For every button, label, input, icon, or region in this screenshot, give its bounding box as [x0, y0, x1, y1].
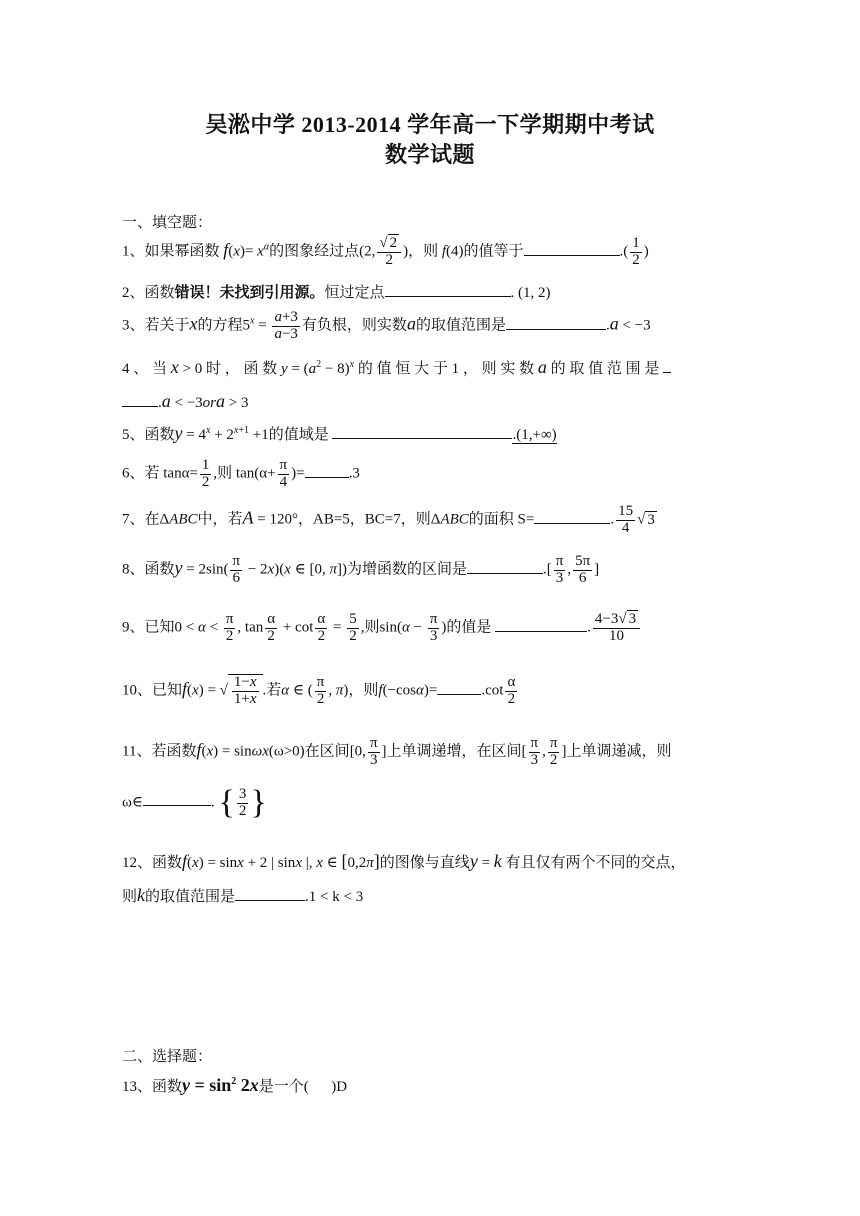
- q5-mid: 的值域是: [268, 427, 329, 443]
- q2-answer: . (1, 2): [510, 285, 551, 301]
- q12-prefix: 12、函数: [122, 855, 183, 871]
- q10-blank: [437, 680, 481, 695]
- q8-blank: [467, 559, 543, 574]
- q12-mid: 的图像与直线: [379, 855, 470, 871]
- q11-line2-prefix: ω∈: [122, 794, 143, 811]
- question-11: 11、若函数f(x) = sinωx(ω>0)在区间[0, $\frac{\pi}{3}$ ]上单调递增，在区间[ $\frac{\pi}{3}$ , $\frac{\pi}{2}$ ]上单调递减，则: [122, 735, 672, 768]
- q6-post: )=: [291, 465, 305, 482]
- question-7: 7、在ΔABC中，若A = 120°，AB=5，BC=7，则ΔABC的面积 S= . $\frac{15}{4}$ √ 3: [122, 503, 655, 536]
- q10-prefix: 10、已知: [122, 682, 183, 699]
- q3-mid: 的方程: [197, 317, 243, 334]
- question-13: 13、函数$y = \sin^2 2x$是一个( )D: [122, 1075, 348, 1095]
- q6-prefix: 6、若 tanα=: [122, 465, 198, 482]
- q8-prefix: 8、函数: [122, 561, 175, 578]
- q4-mid2: 的 值 恒 大 于 1 ， 则 实 数: [357, 361, 535, 377]
- q9-dot: .: [587, 619, 591, 636]
- question-3: 3、若关于x的方程$5^x$ = $\frac{a+3}{a-3}$ 有负根，则实数a的取值范围是 .a < −3: [122, 309, 651, 342]
- q3-mid3: 的取值范围是: [415, 317, 506, 334]
- q7-mid3: 的面积 S=: [468, 511, 535, 528]
- q11-mid: (ω>0)在区间: [268, 743, 350, 760]
- question-4: 4 、 当 x > 0 时 ， 函 数 $y = (a^2 - 8)^x$ 的 值 恒 大 于 1 ， 则 实 数 a 的 取 值 范 围 是: [122, 358, 742, 377]
- q10-eq: =: [428, 682, 438, 699]
- q6-blank: [305, 463, 349, 478]
- question-12-line2: 则k的取值范围是 .1 < k < 3: [122, 885, 364, 905]
- q6-answer: .3: [348, 465, 360, 482]
- q9-mid: 的值是: [446, 619, 492, 636]
- q9-prefix: 9、已知: [122, 619, 175, 636]
- q11-mid2: 上单调递增，在区间: [386, 743, 522, 760]
- q8-dot: .: [543, 561, 547, 578]
- q7-mid: 中，若: [197, 511, 243, 528]
- q10-dot: .: [481, 682, 486, 699]
- q5-blank: [332, 424, 512, 439]
- title-line-2: 数学试题: [384, 142, 475, 167]
- q5-answer: .(1,+∞): [512, 427, 557, 443]
- q12-answer: .1 < k < 3: [305, 889, 364, 905]
- q12-blank: [235, 886, 305, 901]
- question-1: 1、如果幂函数 $f(x)= x^\alpha$的图象经过点(2, $\frac{√ 2}{2}$ )，则 f(4)的值等于 .( $\frac{1}{2}$ ): [122, 235, 649, 268]
- q1-post: ，则: [408, 243, 439, 260]
- title-line-1: 吴淞中学 2013-2014 学年高一下学期期中考试: [205, 112, 655, 137]
- q2-prefix: 2、函数: [122, 285, 175, 301]
- q1-blank: [524, 241, 620, 256]
- q4-blank-start: [663, 358, 671, 373]
- q7-blank: [534, 509, 610, 524]
- q12-line2-prefix: 则: [122, 889, 138, 905]
- question-2: [122, 282, 551, 301]
- q2-error-text: 错误！未找到引用源。: [174, 285, 325, 301]
- q6-mid: ,则 tan(α+: [213, 465, 276, 482]
- q2-mid: 恒过定点: [324, 285, 385, 301]
- q10-mid: .若: [262, 682, 282, 699]
- question-10: 10、已知f(x) = √ $\frac{1-x}{1+x}$ .若α ∈ ( $\frac{\pi}{2}$ , π)，则f(−cosα)= .cot $\frac{\alpha}{2}$: [122, 674, 516, 707]
- q12-line2-mid: 的取值范围是: [145, 889, 236, 905]
- q1-end: .: [619, 243, 624, 260]
- section-fill-in: 一、填空题：: [122, 215, 213, 231]
- q5-prefix: 5、函数: [122, 427, 175, 443]
- q8-mid: 为增函数的区间是: [347, 561, 468, 578]
- q9-blank: [495, 617, 587, 632]
- q12-mid2: 有且仅有两个不同的交点，: [505, 855, 686, 871]
- q7-prefix: 7、在: [122, 511, 160, 528]
- question-9: 9、已知0 < α < $\frac{\pi}{2}$ , tan $\frac{\alpha}{2}$ + cot $\frac{\alpha}{2}$ = $\frac{5}{2}$ ,则sin(α − $\frac{\pi}{3}$ )的值是 . $\frac{4-3√ 3}{10}$: [122, 612, 642, 645]
- q1-tail: 的值等于: [463, 243, 524, 260]
- question-12: 12、函数f(x) = sinx + 2 | sinx |, x ∈ [0,2π]的图像与直线y = k 有且仅有两个不同的交点，: [122, 851, 686, 871]
- q13-mid: 是一个(: [258, 1079, 309, 1095]
- q3-prefix: 3、若关于: [122, 317, 190, 334]
- q7-mid2: ，AB=5，BC=7，则: [298, 511, 431, 528]
- q13-post: )D: [331, 1079, 348, 1095]
- q3-dot: .: [605, 317, 610, 334]
- q4-mid: 时 ， 函 数: [205, 361, 278, 377]
- question-4-answer: .a < −3ora > 3: [122, 392, 248, 411]
- q11-prefix: 11、若函数: [122, 743, 197, 760]
- question-6: 6、若 tanα= $\frac{1}{2}$ ,则 tan(α+ $\frac{\pi}{4}$ )= .3: [122, 457, 360, 490]
- q3-mid2: 有负根，则实数: [301, 317, 407, 334]
- q11-dot: .: [210, 794, 215, 811]
- q3-blank: [506, 315, 606, 330]
- section-choice: 二、选择题：: [122, 1049, 213, 1065]
- q13-prefix: 13、函数: [122, 1079, 183, 1095]
- question-11-line2: ω∈ . { $\frac{3}{2}$ }: [122, 784, 267, 821]
- question-5: 5、函数$y = 4^x + 2^{x+1} +1$的值域是 .(1,+∞): [122, 423, 557, 443]
- q10-post: ，则: [348, 682, 379, 699]
- q11-mid3: 上单调递减，则: [566, 743, 672, 760]
- q4-mid3: 的 取 值 范 围 是: [550, 361, 660, 377]
- q4-prefix: 4 、 当: [122, 361, 168, 377]
- q4-blank: [122, 392, 158, 407]
- q2-blank: [385, 282, 511, 297]
- question-8: 8、函数y = 2sin( $\frac{\pi}{6}$ − 2x)(x ∈ [0, π])为增函数的区间是 .[ $\frac{\pi}{3}$ , $\frac{5\pi}{6}$ ]: [122, 553, 600, 586]
- q11-blank: [143, 791, 211, 806]
- q1-prefix: 1、如果幂函数: [122, 243, 220, 260]
- q1-mid: 的图象经过点: [269, 243, 360, 260]
